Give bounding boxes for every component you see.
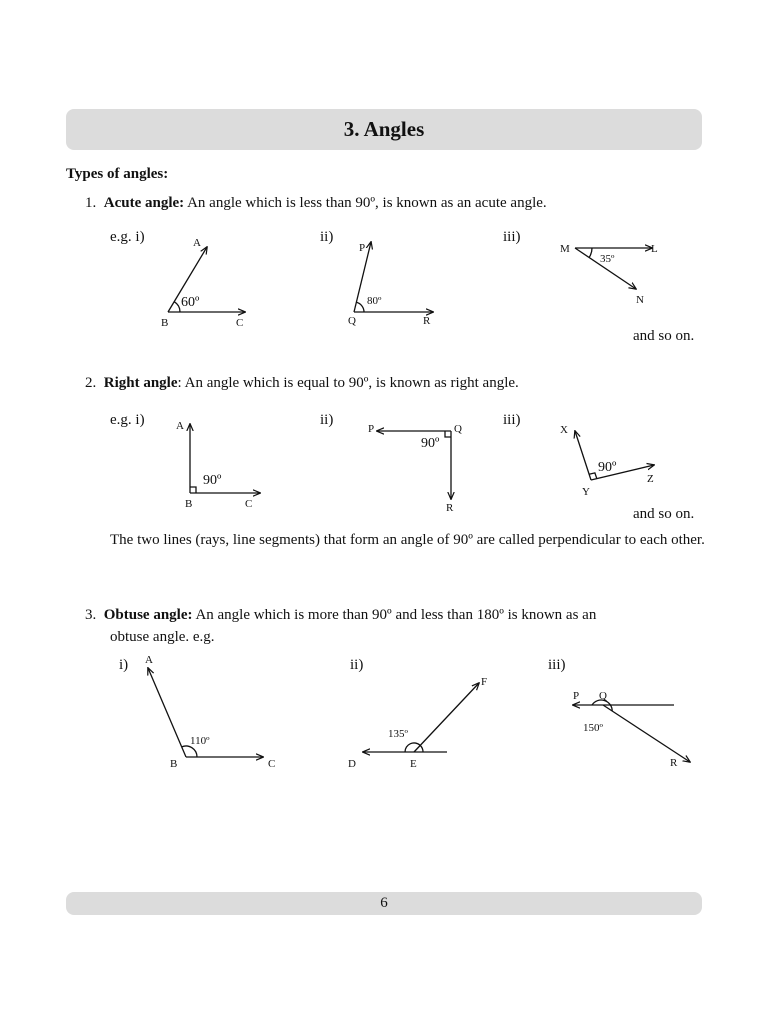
- item-definition: An angle which is more than 90º and less than 180º is known as an: [192, 607, 597, 623]
- point-label: P: [573, 690, 580, 702]
- point-label: D: [348, 758, 356, 770]
- eg-label: e.g. i): [110, 412, 145, 428]
- point-label: Q: [454, 423, 462, 435]
- angle-measure: 60º: [181, 295, 200, 310]
- item-term: Right angle: [103, 375, 178, 391]
- page-number: 6: [380, 895, 388, 911]
- point-label: A: [176, 420, 184, 432]
- perpendicular-note: The two lines (rays, line segments) that form an angle of 90º are called perpendicular to each other.: [110, 532, 705, 548]
- example-label: iii): [503, 229, 521, 245]
- and-so-on: and so on.: [633, 328, 695, 344]
- point-label: Q: [348, 315, 356, 327]
- obtuse-angle-def: [363, 683, 479, 752]
- point-label: Z: [647, 473, 654, 485]
- point-label: N: [636, 294, 644, 306]
- example-label: ii): [320, 412, 334, 428]
- point-label: B: [161, 317, 169, 329]
- angle-measure: 110º: [190, 735, 210, 747]
- item-definition-cont: obtuse angle. e.g.: [110, 629, 215, 645]
- example-label: iii): [548, 657, 566, 673]
- point-label: C: [236, 317, 244, 329]
- angle-measure: 135º: [388, 728, 408, 740]
- point-label: L: [651, 243, 658, 255]
- acute-angle-pqr: [354, 242, 433, 312]
- point-label: R: [670, 757, 678, 769]
- item-term: Acute angle:: [103, 195, 185, 211]
- example-label: iii): [503, 412, 521, 428]
- item-number: 3.: [85, 607, 97, 623]
- point-label: Q: [599, 690, 607, 702]
- point-label: C: [245, 498, 253, 510]
- point-label: Y: [582, 486, 590, 498]
- angle-measure: 150º: [583, 722, 603, 734]
- point-label: X: [560, 424, 568, 436]
- point-label: C: [268, 758, 276, 770]
- point-label: B: [170, 758, 178, 770]
- item-number: 1.: [85, 195, 97, 211]
- point-label: M: [560, 243, 570, 255]
- angle-measure: 90º: [203, 473, 222, 488]
- angle-measure: 80º: [367, 295, 382, 307]
- item-number: 2.: [85, 375, 97, 391]
- example-label: i): [119, 657, 129, 673]
- example-label: ii): [320, 229, 334, 245]
- angle-measure: 35º: [600, 253, 615, 265]
- point-label: F: [481, 676, 488, 688]
- angle-measure: 90º: [598, 460, 617, 475]
- point-label: R: [423, 315, 431, 327]
- angle-measure: 90º: [421, 436, 440, 451]
- point-label: P: [368, 423, 375, 435]
- page-title: 3. Angles: [343, 117, 425, 141]
- eg-label: e.g. i): [110, 229, 145, 245]
- point-label: A: [145, 654, 153, 666]
- example-label: ii): [350, 657, 364, 673]
- point-label: A: [193, 237, 201, 249]
- item-term: Obtuse angle:: [103, 607, 193, 623]
- point-label: E: [410, 758, 417, 770]
- item-definition: : An angle which is equal to 90º, is known as right angle.: [177, 375, 519, 391]
- right-angle-pqr: [377, 431, 451, 499]
- point-label: P: [359, 242, 366, 254]
- footer-bar: [66, 892, 702, 915]
- point-label: B: [185, 498, 193, 510]
- acute-angle-abc: [168, 247, 245, 312]
- right-angle-abc: [190, 424, 260, 493]
- and-so-on: and so on.: [633, 506, 695, 522]
- section-heading: Types of angles:: [66, 166, 169, 182]
- point-label: R: [446, 502, 454, 514]
- item-definition: An angle which is less than 90º, is known as an acute angle.: [184, 195, 547, 211]
